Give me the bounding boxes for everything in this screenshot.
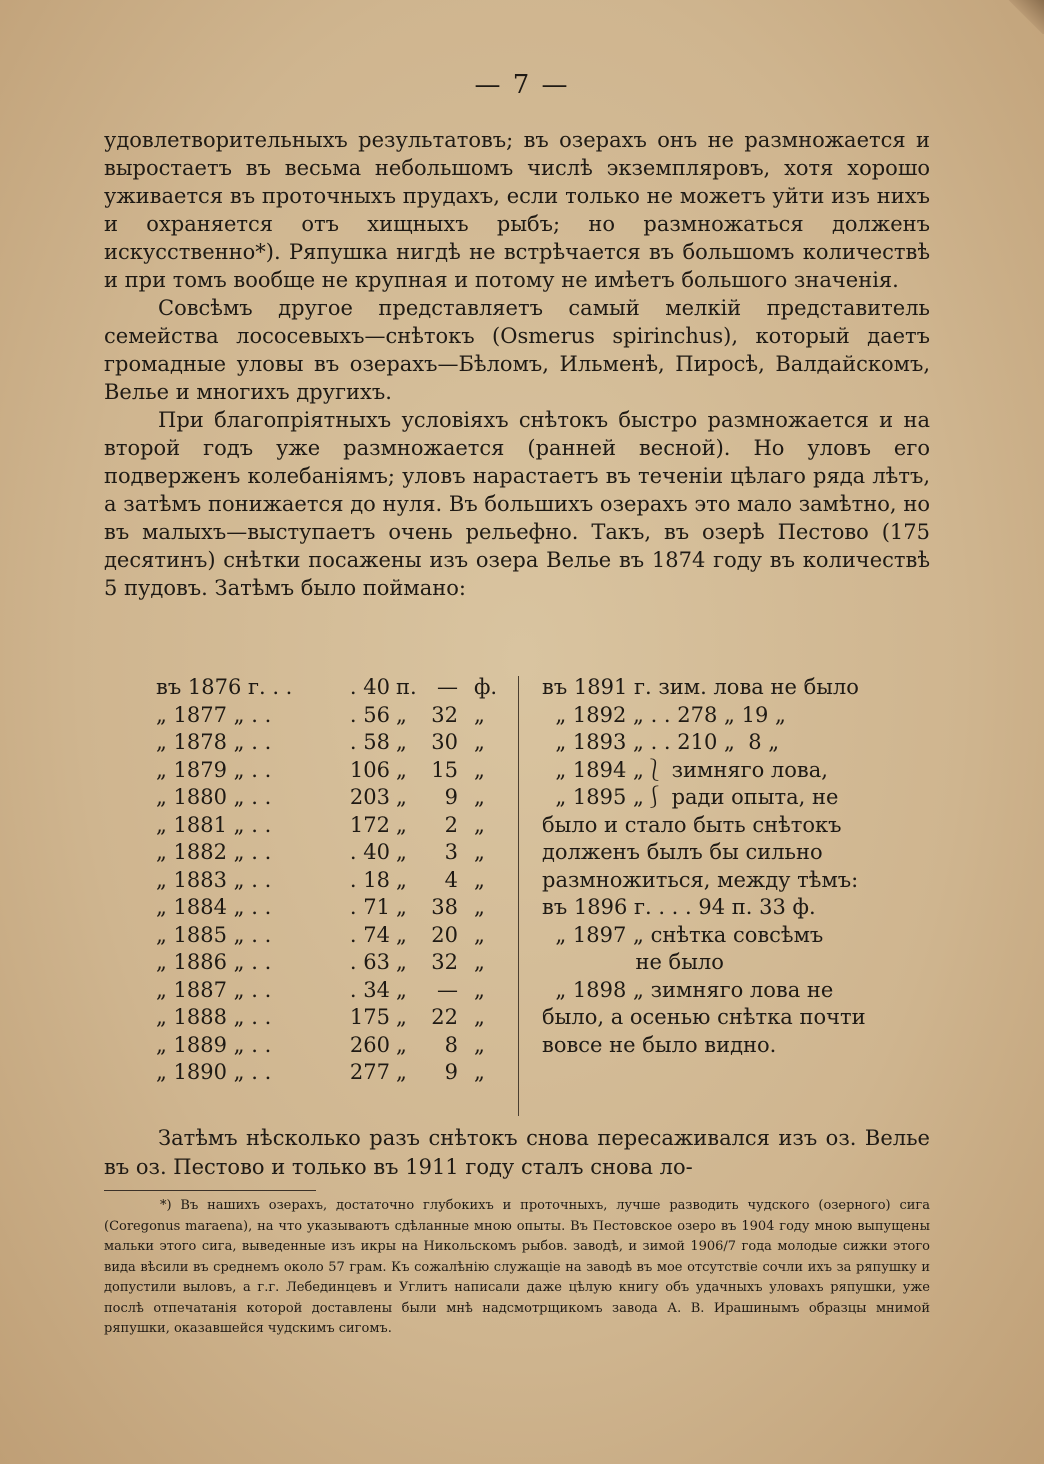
catch-poods-unit: „ bbox=[396, 785, 407, 809]
catch-funts: 20 bbox=[431, 922, 458, 947]
catch-funts-unit: „ bbox=[474, 895, 485, 919]
catch-poods-unit: „ bbox=[396, 702, 407, 727]
catch-row bbox=[156, 757, 516, 785]
footnote-rule bbox=[104, 1190, 316, 1191]
catch-year: „ 1888 „ . . bbox=[156, 1005, 272, 1029]
catch-funts-unit: „ bbox=[474, 840, 485, 864]
catch-poods-unit: „ bbox=[396, 1005, 407, 1029]
catch-row bbox=[156, 949, 516, 977]
catch-poods-unit: „ bbox=[396, 812, 407, 837]
catch-funts: 9 bbox=[444, 785, 458, 809]
catch-note-line: „ 1894 „⎱ зимняго лова, bbox=[542, 757, 828, 782]
catch-year: „ 1887 „ . . bbox=[156, 977, 272, 1002]
catch-row bbox=[156, 729, 516, 757]
catch-funts-unit: „ bbox=[474, 977, 485, 1002]
catch-poods-unit: „ bbox=[396, 922, 407, 947]
catch-note-line: было и стало быть снѣтокъ bbox=[542, 812, 842, 837]
catch-funts: 9 bbox=[444, 1060, 458, 1084]
catch-poods-unit: „ bbox=[396, 1032, 407, 1057]
catch-note-line: было, а осенью снѣтка почти bbox=[542, 1005, 866, 1029]
catch-funts: 3 bbox=[444, 840, 458, 864]
catch-funts: 32 bbox=[431, 702, 458, 727]
catch-row bbox=[156, 674, 516, 702]
catch-row bbox=[156, 867, 516, 895]
catch-row bbox=[156, 784, 516, 812]
catch-poods-unit: п. bbox=[396, 675, 417, 699]
catch-poods: . 58 bbox=[349, 730, 390, 754]
catch-poods-unit: „ bbox=[396, 757, 407, 782]
page-corner-fold bbox=[1000, 0, 1044, 34]
catch-poods-unit: „ bbox=[396, 867, 407, 892]
catch-funts: 32 bbox=[431, 950, 458, 974]
catch-note-line: долженъ былъ бы сильно bbox=[542, 840, 823, 864]
catch-poods: 175 bbox=[349, 1005, 390, 1029]
catch-poods: . 40 bbox=[349, 840, 390, 864]
catch-note-line: въ 1891 г. зим. лова не было bbox=[542, 675, 859, 699]
catch-funts: 15 bbox=[431, 757, 458, 782]
catch-note-line: „ 1897 „ снѣтка совсѣмъ bbox=[542, 922, 824, 947]
catch-funts-unit: „ bbox=[474, 812, 485, 837]
catch-note-line: „ 1893 „ . . 210 „ 8 „ bbox=[542, 730, 780, 754]
catch-row bbox=[156, 894, 516, 922]
catch-year: „ 1881 „ . . bbox=[156, 812, 272, 837]
catch-note-line: размножиться, между тѣмъ: bbox=[542, 867, 859, 892]
catch-year: „ 1877 „ . . bbox=[156, 702, 272, 727]
catch-year: „ 1889 „ . . bbox=[156, 1032, 272, 1057]
catch-funts: — bbox=[437, 977, 458, 1002]
catch-row bbox=[156, 1059, 516, 1087]
catch-poods: 203 bbox=[349, 785, 390, 809]
catch-note-line: „ 1898 „ зимняго лова не bbox=[542, 977, 834, 1002]
page-number: — 7 — bbox=[474, 70, 570, 100]
catch-funts: 30 bbox=[431, 730, 458, 754]
paragraph-continuation: удовлетворительныхъ результатовъ; въ озерахъ онъ не размножается и выростаетъ въ весьма небольшомъ числѣ экземпляровъ, хотя хорошо уживается въ проточныхъ прудахъ, если только не можетъ уйти изъ нихъ и охраняется отъ хищныхъ рыбъ; но размножаться долженъ искусственно*). Ряпушка нигдѣ не встрѣчается въ большомъ количествѣ и при томъ вообще не крупная и потому не имѣетъ большого значенія. bbox=[104, 128, 930, 292]
catch-note-line: не было bbox=[542, 950, 724, 974]
catch-funts-unit: „ bbox=[474, 785, 485, 809]
catch-poods: . 71 bbox=[349, 895, 390, 919]
catch-year: „ 1882 „ . . bbox=[156, 840, 272, 864]
catch-poods-unit: „ bbox=[396, 895, 407, 919]
catch-funts: 38 bbox=[431, 895, 458, 919]
catch-poods-unit: „ bbox=[396, 950, 407, 974]
closing-paragraph: Затѣмъ нѣсколько разъ снѣтокъ снова пересаживался изъ оз. Велье въ оз. Пестово и только въ 1911 году сталъ снова ло- bbox=[104, 1126, 930, 1179]
catch-note-line: вовсе не было видно. bbox=[542, 1032, 777, 1057]
catch-year: „ 1890 „ . . bbox=[156, 1060, 272, 1084]
catch-funts-unit: „ bbox=[474, 1005, 485, 1029]
catch-year: „ 1884 „ . . bbox=[156, 895, 272, 919]
catch-notes-right bbox=[542, 674, 934, 1059]
catch-row bbox=[156, 1004, 516, 1032]
catch-row bbox=[156, 702, 516, 730]
catch-funts-unit: „ bbox=[474, 1032, 485, 1057]
catch-poods: 172 bbox=[349, 812, 390, 837]
catch-poods: . 63 bbox=[349, 950, 390, 974]
catch-note-line: „ 1892 „ . . 278 „ 19 „ bbox=[542, 702, 786, 727]
catch-funts: 4 bbox=[444, 867, 458, 892]
column-divider bbox=[518, 676, 519, 1116]
catch-year: въ 1876 г. . . bbox=[156, 675, 293, 699]
catch-funts: — bbox=[437, 675, 458, 699]
catch-funts-unit: „ bbox=[474, 757, 485, 782]
catch-year: „ 1883 „ . . bbox=[156, 867, 272, 892]
catch-poods: . 56 bbox=[349, 702, 390, 727]
catch-funts-unit: „ bbox=[474, 1060, 485, 1084]
catch-year: „ 1880 „ . . bbox=[156, 785, 272, 809]
catch-poods: . 34 bbox=[349, 977, 390, 1002]
catch-funts-unit: ф. bbox=[474, 675, 498, 699]
catch-row bbox=[156, 977, 516, 1005]
catch-poods-unit: „ bbox=[396, 730, 407, 754]
catch-table-left bbox=[156, 674, 516, 1087]
catch-year: „ 1878 „ . . bbox=[156, 730, 272, 754]
footnote: *) Въ нашихъ озерахъ, достаточно глубокихъ и проточныхъ, лучше разводить чудского (озерного) сига (Coregonus maraena), на что указываютъ сдѣланные мною опыты. Въ Пестовское озеро въ 1904 году мною выпущены мальки этого сига, выведенные изъ икры на Никольскомъ рыбов. заводѣ, и зимой 1906/7 года молодые сижки этого вида вѣсили въ среднемъ около 57 грам. Къ сожалѣнію служащіе на заводѣ въ мое отсутствіе сочли ихъ за ряпушку и допустили выловъ, а г.г. Лебединцевъ и Углитъ написали даже цѣлую книгу объ удачныхъ уловахъ ряпушки, уже послѣ отпечатанія которой доставлены были мнѣ надсмотрщикомъ завода А. В. Ирашинымъ образцы мнимой ряпушки, оказавшейся чудскимъ сигомъ. bbox=[104, 1198, 930, 1336]
main-text bbox=[104, 126, 930, 602]
catch-poods-unit: „ bbox=[396, 1060, 407, 1084]
catch-funts-unit: „ bbox=[474, 730, 485, 754]
catch-funts-unit: „ bbox=[474, 867, 485, 892]
catch-poods: . 40 bbox=[349, 675, 390, 699]
catch-note-line: въ 1896 г. . . . 94 п. 33 ф. bbox=[542, 895, 816, 919]
catch-row bbox=[156, 1032, 516, 1060]
paragraph-snetok-conditions: При благопріятныхъ условіяхъ снѣтокъ быстро размножается и на второй годъ уже размножается (ранней весной). Но уловъ его подверженъ колебаніямъ; уловъ нарастаетъ въ теченіи цѣлаго ряда лѣтъ, а затѣмъ понижается до нуля. Въ большихъ озерахъ это мало замѣтно, но въ малыхъ—выступаетъ очень рельефно. Такъ, въ озерѣ Пестово (175 десятинъ) снѣтки посажены изъ озера Велье въ 1874 году въ количествѣ 5 пудовъ. Затѣмъ было поймано: bbox=[104, 408, 930, 600]
catch-poods: 260 bbox=[349, 1032, 390, 1057]
catch-year: „ 1886 „ . . bbox=[156, 950, 272, 974]
catch-note-line: „ 1895 „⎰ ради опыта, не bbox=[542, 785, 839, 809]
catch-funts: 2 bbox=[444, 812, 458, 837]
catch-row bbox=[156, 812, 516, 840]
catch-poods: 106 bbox=[349, 757, 390, 782]
catch-row bbox=[156, 922, 516, 950]
catch-poods: 277 bbox=[349, 1060, 390, 1084]
catch-poods: . 18 bbox=[349, 867, 390, 892]
paragraph-snetok-intro: Совсѣмъ другое представляетъ самый мелкій представитель семейства лососевыхъ—снѣтокъ (Osmerus spirinchus), который даетъ громадные уловы въ озерахъ—Бѣломъ, Ильменѣ, Пиросѣ, Валдайскомъ, Велье и многихъ другихъ. bbox=[104, 296, 930, 404]
catch-funts-unit: „ bbox=[474, 702, 485, 727]
catch-funts: 22 bbox=[431, 1005, 458, 1029]
catch-poods-unit: „ bbox=[396, 840, 407, 864]
catch-funts-unit: „ bbox=[474, 950, 485, 974]
catch-year: „ 1885 „ . . bbox=[156, 922, 272, 947]
catch-funts: 8 bbox=[444, 1032, 458, 1057]
catch-poods-unit: „ bbox=[396, 977, 407, 1002]
catch-poods: . 74 bbox=[349, 922, 390, 947]
catch-year: „ 1879 „ . . bbox=[156, 757, 272, 782]
catch-row bbox=[156, 839, 516, 867]
catch-data-area bbox=[104, 674, 934, 1114]
catch-funts-unit: „ bbox=[474, 922, 485, 947]
